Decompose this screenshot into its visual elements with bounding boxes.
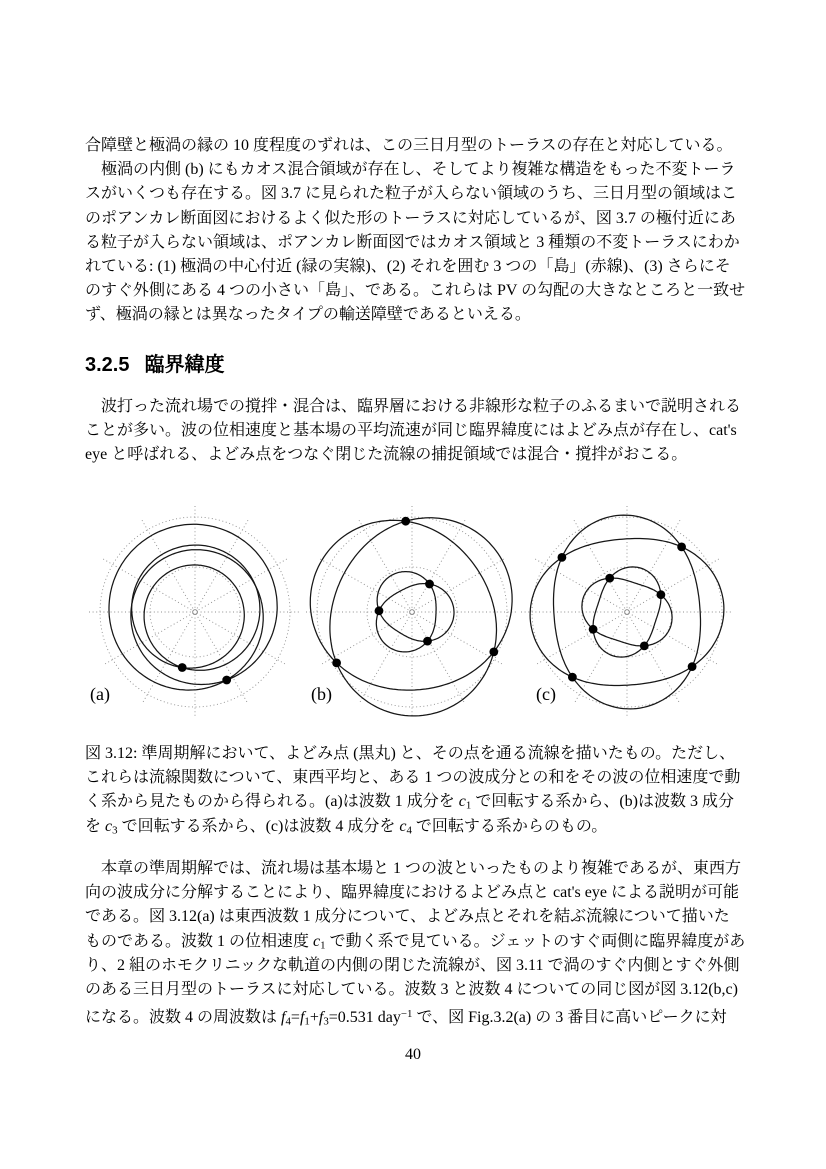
- text-line: スがいくつも存在する。図 3.7 に見られた粒子が入らない領域のうち、三日月型の領域はこ: [85, 185, 738, 203]
- stagnation-point-dot: [178, 663, 187, 672]
- paragraph-quasiperiodic: [85, 857, 753, 1026]
- text-line: れている: (1) 極渦の中心付近 (緑の実線)、(2) それを囲む 3 つの「島」(赤線)、(3) さらにそ: [85, 257, 731, 275]
- text-line: のポアンカレ断面図におけるよく似た形のトーラスに対応しているが、図 3.7 の極付近にあ: [85, 209, 736, 227]
- stagnation-point-dot: [401, 517, 410, 526]
- polar-plot-c: [521, 506, 733, 718]
- text-line: 図 3.12: 準周期解において、よどみ点 (黒丸) と、その点を通る流線を描いたもの。ただし、: [85, 745, 736, 762]
- subfigure-label-b: (b): [311, 684, 332, 704]
- text-line: eye と呼ばれる、よどみ点をつなぐ閉じた流線の捕捉領域では混合・撹拌がおこる。: [85, 446, 688, 464]
- stagnation-point-dot: [688, 662, 697, 671]
- stagnation-point-dot: [605, 574, 614, 583]
- text-line: 波打った流れ場での撹拌・混合は、臨界層における非線形な粒子のふるまいで説明される: [85, 398, 742, 415]
- stagnation-point-dot: [640, 642, 649, 651]
- stagnation-point-dot: [589, 625, 598, 634]
- figure-canvas: [85, 496, 746, 728]
- pole-marker: [410, 610, 415, 615]
- section-number: 3.2.5: [85, 354, 130, 376]
- text-line: 本章の準周期解では、流れ場は基本場と 1 つの波といったものより複雑であるが、東西方: [85, 860, 742, 877]
- polar-plot-a: [89, 506, 301, 718]
- section-heading: [85, 352, 224, 378]
- stagnation-point-dot: [558, 553, 567, 562]
- stagnation-point-dot: [423, 637, 432, 646]
- text-line: ものである。波数 1 の位相速度 $c_1$ で動く系で見ている。ジェットのすぐ両側に臨界緯度があ: [85, 932, 746, 951]
- pole-marker: [625, 610, 630, 615]
- streamline: [109, 524, 277, 690]
- stagnation-point-dot: [222, 676, 231, 685]
- text-line: 極渦の内側 (b) にもカオス混合領域が存在し、そしてより複雑な構造をもった不変トーラ: [85, 161, 736, 179]
- subfigure-label-c: (c): [536, 684, 556, 704]
- stagnation-point-dot: [489, 648, 498, 657]
- page-number: 40: [405, 1046, 421, 1063]
- top-paragraphs: [85, 134, 753, 328]
- text-line: り、2 組のホモクリニックな軌道の内側の閉じた流線が、図 3.11 で渦のすぐ内側とすぐ外側: [85, 956, 740, 974]
- text-line: 合障壁と極渦の縁の 10 度程度のずれは、この三日月型のトーラスの存在と対応している。: [85, 137, 733, 154]
- text-line: これらは流線関数について、東西平均と、ある 1 つの波成分との和をその波の位相速度で動: [85, 769, 741, 787]
- streamline: [132, 545, 260, 670]
- stagnation-point-dot: [657, 590, 666, 599]
- stagnation-point-dot: [332, 659, 341, 668]
- text-line: を $c_3$ で回転する系から、(c)は波数 4 成分を $c_4$ で回転する系からのもの。: [85, 817, 608, 836]
- text-line: である。図 3.12(a) は東西波数 1 成分について、よどみ点とそれを結ぶ流線について描いた: [85, 908, 730, 926]
- pole-marker: [193, 610, 198, 615]
- stagnation-point-dot: [677, 543, 686, 552]
- paragraph-critical-latitude: [85, 395, 753, 468]
- text-line: 向の波成分に分解することにより、臨界緯度におけるよどみ点と cat's eye による説明が可能: [85, 884, 739, 902]
- streamline: [376, 572, 454, 652]
- stagnation-point-dot: [375, 606, 384, 615]
- text-line: になる。波数 4 の周波数は $f_4=f_1+f_3=0.531$ day$^{-1}$ で、図 Fig.3.2(a) の 3 番目に高いピークに対: [85, 1008, 727, 1028]
- text-line: ず、極渦の縁とは異なったタイプの輸送障壁であるといえる。: [85, 306, 531, 324]
- paragraph-polar-vortex: [85, 158, 753, 327]
- stagnation-point-dot: [568, 673, 577, 682]
- text-line: く系から見たものから得られる。(a)は波数 1 成分を $c_1$ で回転する系から、(b)は波数 3 成分: [85, 793, 734, 812]
- section-title: 臨界緯度: [144, 354, 225, 376]
- polar-plot-b: [306, 506, 518, 718]
- paragraph-continuation: [85, 134, 753, 158]
- text-line: のある三日月型のトーラスに対応している。波数 3 と波数 4 についての同じ図が図 3.12(b,c): [85, 980, 738, 998]
- text-line: のすぐ外側にある 4 つの小さい「島」、である。これらは PV の勾配の大きなところと一致せ: [85, 282, 746, 300]
- streamline: [310, 518, 512, 716]
- subfigure-label-a: (a): [90, 684, 110, 704]
- text-line: る粒子が入らない領域は、ポアンカレ断面図ではカオス領域と 3 種類の不変トーラスにわか: [85, 233, 740, 251]
- figure-caption: [85, 742, 753, 839]
- text-line: ことが多い。波の位相速度と基本場の平均流速が同じ臨界緯度にはよどみ点が存在し、cat's: [85, 422, 737, 440]
- stagnation-point-dot: [425, 580, 434, 589]
